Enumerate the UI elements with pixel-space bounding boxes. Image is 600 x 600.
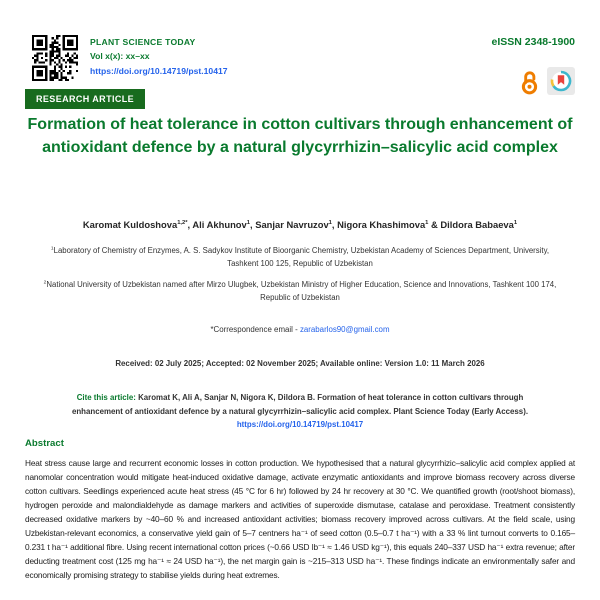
cite-label: Cite this article: bbox=[76, 393, 139, 402]
affiliation: $^1$Laboratory of Chemistry of Enzymes, A. S. Sadykov Institute of Bioorganic Chemistry, Uzbekistan Academy of Sciences Department, University, Tashkent 100 125, Republic of Uzbekistan bbox=[50, 246, 550, 268]
abstract-heading: Abstract bbox=[25, 438, 64, 449]
authors-line: Karomat Kuldoshova$^{1,2*}$, Ali Akhunov$^1$, Sanjar Navruzov$^1$, Nigora Khashimova$^1$ & Dildora Babaeva$^1$ bbox=[82, 219, 518, 230]
header-badges bbox=[519, 67, 575, 95]
crossmark-badge-icon[interactable] bbox=[547, 67, 575, 95]
affiliations bbox=[38, 245, 562, 313]
journal-name: PLANT SCIENCE TODAY bbox=[90, 37, 196, 47]
article-dates: Received: 02 July 2025; Accepted: 02 November 2025; Available online: Version 1.0: 11 March 2026 bbox=[115, 359, 485, 368]
author-name: Dildora Babaeva bbox=[440, 219, 514, 230]
qr-code bbox=[32, 35, 78, 81]
cite-text: Karomat K, Ali A, Sanjar N, Nigora K, Dildora B. Formation of heat tolerance in cotton cultivars through enhancement of antioxidant defence by a natural glycyrrhizin–salicylic acid complex. Plant Science Today (Early Access). bbox=[71, 393, 529, 416]
correspondence-line bbox=[25, 325, 575, 334]
author-name: Ali Akhunov bbox=[192, 219, 247, 230]
eissn-label: eISSN 2348-1900 bbox=[491, 36, 575, 48]
affiliation: $^2$National University of Uzbekistan named after Mirzo Ulugbek, Uzbekistan Ministry of Higher Education, Science and Innovations, Tashkent 100 174, Republic of Uzbekistan bbox=[43, 280, 557, 302]
abstract-body: Heat stress cause large and recurrent economic losses in cotton production. We hypothesised that a natural glycyrrhizic–salicylic acid complex applied at nanomolar concentration would mitigate heat-induced oxidative damage, activate enzymatic antioxidants and improve biomass recovery across diverse cotton cultivars. Seedlings experienced acute heat stress (45 °C for 6 hr) followed by 24 hr recovery at 30 °C. We quantified growth (root/shoot biomass), hydrogen peroxide and malondialdehyde as damage markers and activities of superoxide dismutase, catalase and peroxidase. Treatment consistently decreased oxidative markers by ~40–60 % and increased antioxidant activities; biomass recovery improved across cultivars. At the field scale, using Uzbekistan-relevant economics, a conservative yield gain of 5–7 centners ha⁻¹ of seed cotton (0.5–0.7 t ha⁻¹) with a 33 % lint turnout converts to 0.165–0.231 t ha⁻¹ additional fibre. Using recent international cotton prices (~0.66 USD lb⁻¹ ≈ 1.46 USD kg⁻¹), this equals 240–337 USD ha⁻¹ extra revenue; after deducting treatment cost (125 mg ha⁻¹ ≈ 24 USD ha⁻¹), the net margin gain is ~215–313 USD ha⁻¹. These findings indicate an environmentally safer and economically promising strategy to stabilise yields during heat extremes. bbox=[25, 458, 575, 580]
citation-block bbox=[52, 391, 548, 432]
correspondence-email-link[interactable]: zarabarlos90@gmail.com bbox=[299, 325, 390, 334]
author-name: Karomat Kuldoshova bbox=[82, 219, 178, 230]
author-name: Nigora Khashimova bbox=[337, 219, 426, 230]
open-access-lock-icon bbox=[519, 69, 540, 95]
journal-info bbox=[90, 35, 228, 78]
doi-link[interactable]: https://doi.org/10.14719/pst.10417 bbox=[90, 66, 228, 76]
journal-volume: Vol x(x): xx–xx bbox=[90, 51, 150, 61]
author-name: Sanjar Navruzov bbox=[255, 219, 329, 230]
article-title: Formation of heat tolerance in cotton cultivars through enhancement of antioxidant defence by a natural glycyrrhizin–salicylic acid complex bbox=[27, 116, 573, 156]
cite-doi-link[interactable]: https://doi.org/10.14719/pst.10417 bbox=[236, 420, 364, 429]
research-article-badge: RESEARCH ARTICLE bbox=[25, 89, 145, 109]
correspondence-label: *Correspondence email - bbox=[210, 325, 300, 334]
